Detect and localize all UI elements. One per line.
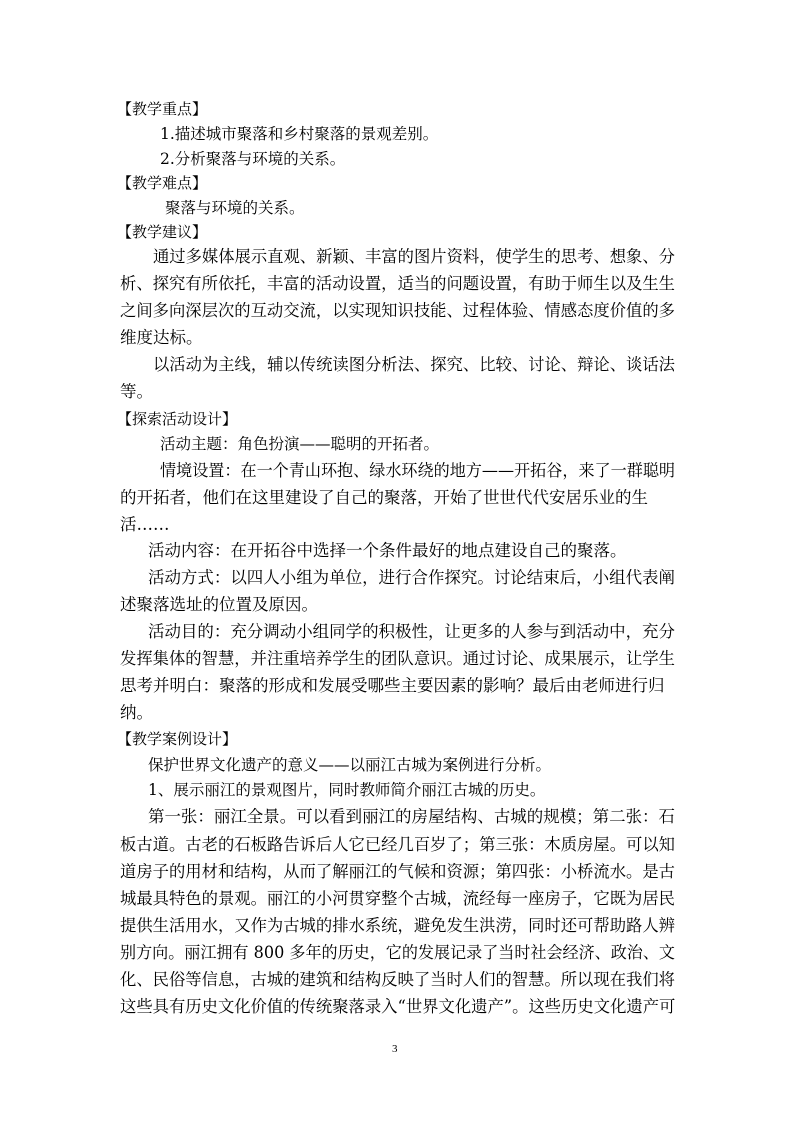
focus-item-2: 2.分析聚落与环境的关系。 (160, 150, 346, 168)
case-intro: 保护世界文化遗产的意义——以丽江古城为案例进行分析。 (148, 756, 552, 774)
case-paragraph-line: 化、民俗等信息，古城的建筑和结构反映了当时人们的智慧。所以现在我们将 (120, 970, 675, 989)
activity-goal-line: 发挥集体的智慧，并注重培养学生的团队意识。通过讨论、成果展示，让学生 (120, 649, 675, 668)
suggestion-paragraph-line: 之间多向深层次的互动交流，以实现知识技能、过程体验、情感态度价值的多 (120, 301, 675, 320)
scenario-paragraph-line: 活…… (120, 515, 170, 534)
activity-theme: 活动主题：角色扮演——聪明的开拓者。 (160, 435, 440, 453)
case-paragraph-line: 第一张：丽江全景。可以看到丽江的房屋结构、古城的规模；第二张：石 (148, 807, 675, 826)
case-paragraph-line: 别方向。丽江拥有 800 多年的历史，它的发展记录了当时社会经济、政治、文 (120, 943, 675, 962)
case-paragraph-line: 板古道。古老的石板路告诉后人它已经几百岁了；第三张：木质房屋。可以知 (120, 835, 675, 854)
case-paragraph-line: 这些具有历史文化价值的传统聚落录入“世界文化遗产”。这些历史文化遗产可 (120, 997, 676, 1016)
heading-case-design: 【教学案例设计】 (117, 730, 238, 748)
suggestion-paragraph-line: 析、探究有所依托，丰富的活动设置，适当的问题设置，有助于师生以及生生 (120, 274, 675, 293)
activity-method-line: 述聚落选址的位置及原因。 (120, 595, 318, 614)
activity-goal-line: 思考并明白：聚落的形成和发展受哪些主要因素的影响？最后由老师进行归 (120, 676, 665, 695)
difficulty-text: 聚落与环境的关系。 (165, 199, 305, 217)
suggestion-paragraph-line: 通过多媒体展示直观、新颖、丰富的图片资料，使学生的思考、想象、分 (153, 247, 675, 266)
scenario-paragraph-line: 情境设置：在一个青山环抱、绿水环绕的地方——开拓谷，来了一群聪明 (160, 461, 676, 480)
case-paragraph-line: 道房子的用材和结构，从而了解丽江的气候和资源；第四张：小桥流水。是古 (120, 862, 675, 881)
case-paragraph-line: 提供生活用水，又作为古城的排水系统，避免发生洪涝，同时还可帮助路人辨 (120, 916, 675, 935)
activity-content: 活动内容：在开拓谷中选择一个条件最好的地点建设自己的聚落。 (148, 541, 627, 560)
heading-activity-design: 【探索活动设计】 (117, 410, 238, 428)
method-paragraph-line: 等。 (120, 382, 153, 401)
focus-item-1: 1.描述城市聚落和乡村聚落的景观差别。 (160, 125, 439, 143)
activity-goal-line: 活动目的：充分调动小组同学的积极性，让更多的人参与到活动中，充分 (148, 622, 675, 641)
activity-goal-line: 纳。 (120, 703, 153, 722)
case-step-1: 1、展示丽江的景观图片，同时教师简介丽江古城的历史。 (148, 781, 546, 799)
heading-teaching-difficulty: 【教学难点】 (117, 174, 208, 192)
page-number: 3 (392, 1043, 398, 1055)
activity-method-line: 活动方式：以四人小组为单位，进行合作探究。讨论结束后，小组代表阐 (148, 568, 675, 587)
case-paragraph-line: 城最具特色的景观。丽江的小河贯穿整个古城，流经每一座房子，它既为居民 (120, 889, 675, 908)
suggestion-paragraph-line: 维度达标。 (120, 328, 203, 347)
heading-teaching-focus: 【教学重点】 (117, 100, 208, 118)
method-paragraph-line: 以活动为主线，辅以传统读图分析法、探究、比较、讨论、辩论、谈话法 (153, 355, 675, 374)
heading-teaching-suggestion: 【教学建议】 (117, 223, 208, 241)
scenario-paragraph-line: 的开拓者，他们在这里建设了自己的聚落，开始了世世代代安居乐业的生 (120, 488, 648, 507)
